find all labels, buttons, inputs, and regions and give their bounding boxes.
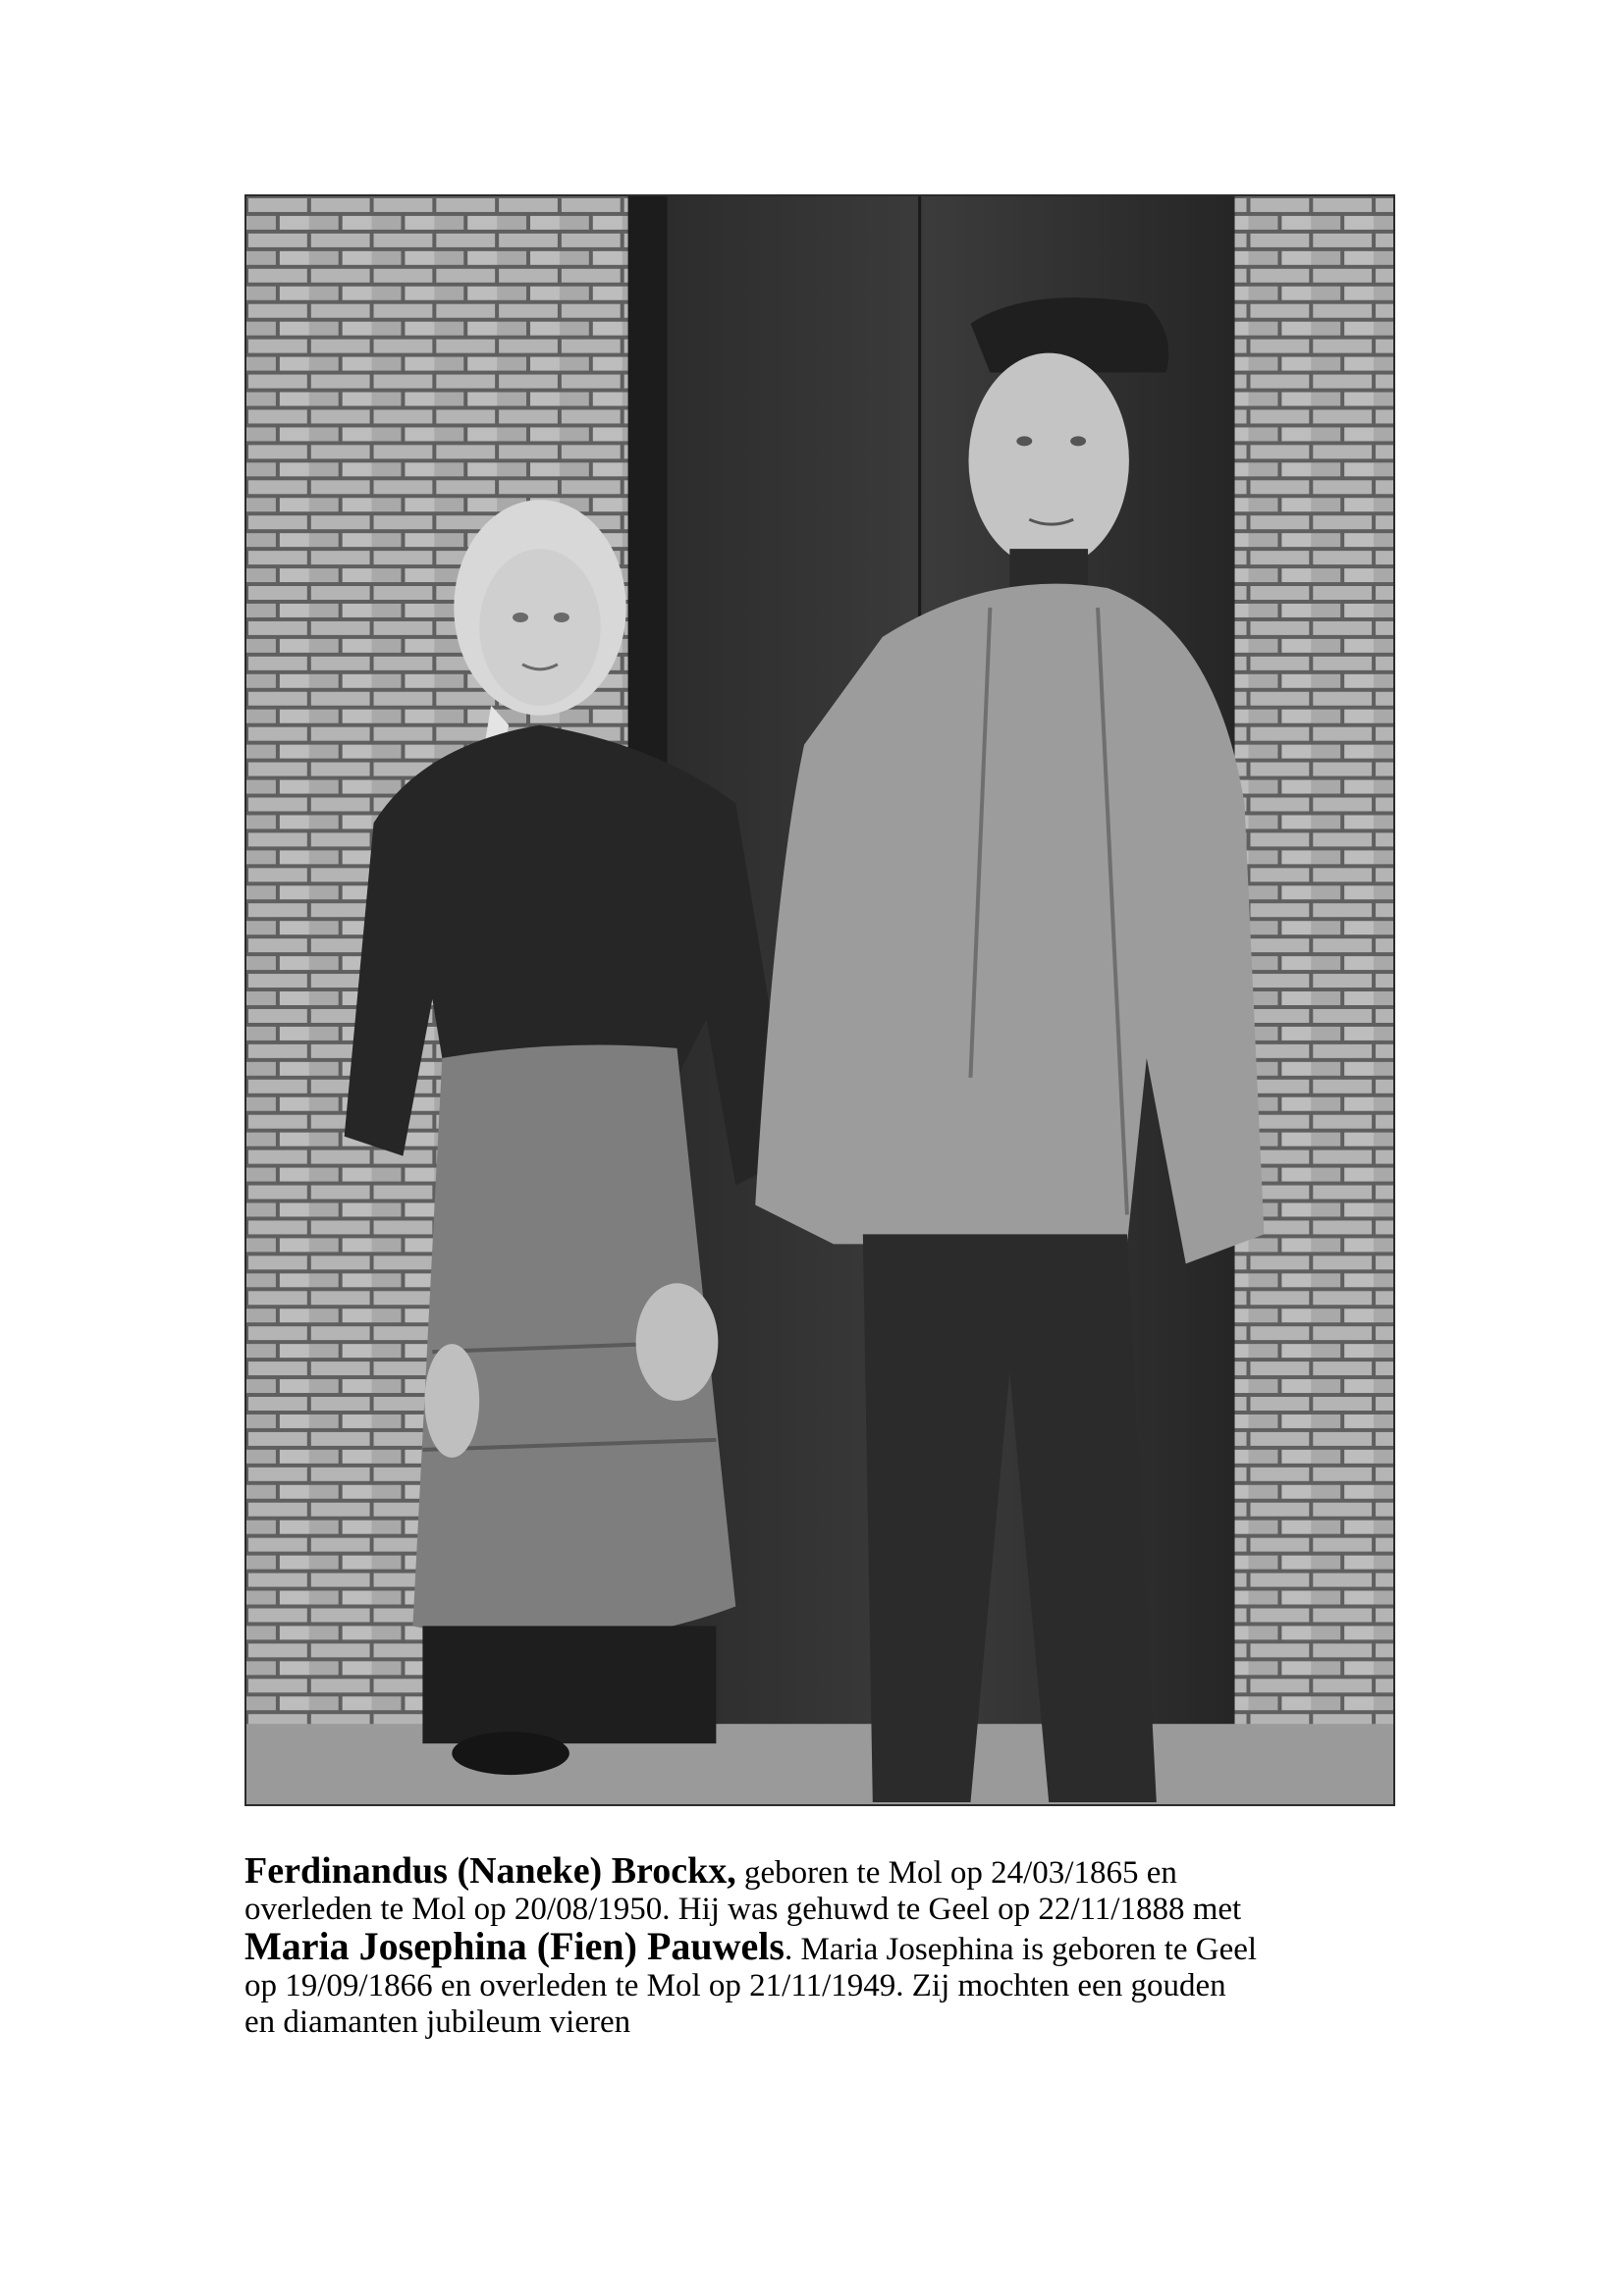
caption-line-4: op 19/09/1866 en overleden te Mol op 21/11/1949. Zij mochten een gouden [244, 1968, 1226, 2003]
photo-caption [244, 1850, 1423, 2041]
brick-wall-right [1235, 196, 1393, 1804]
caption-line-5: en diamanten jubileum vieren [244, 2004, 631, 2040]
ground [246, 1724, 1393, 1804]
husband-name: Ferdinandus (Naneke) Brockx, [244, 1850, 736, 1892]
photograph [244, 194, 1395, 1806]
caption-line-3 [244, 1924, 1423, 1968]
caption-line-1-rest: geboren te Mol op 24/03/1865 en [735, 1855, 1177, 1891]
caption-line-2: overleden te Mol op 20/08/1950. Hij was gehuwd te Geel op 22/11/1888 met [244, 1892, 1242, 1927]
caption-line-3-rest: . Maria Josephina is geboren te Geel [784, 1932, 1258, 1967]
caption-line-1 [244, 1850, 1423, 1892]
photo-illustration [246, 196, 1393, 1804]
wife-name: Maria Josephina (Fien) Pauwels [244, 1924, 785, 1968]
